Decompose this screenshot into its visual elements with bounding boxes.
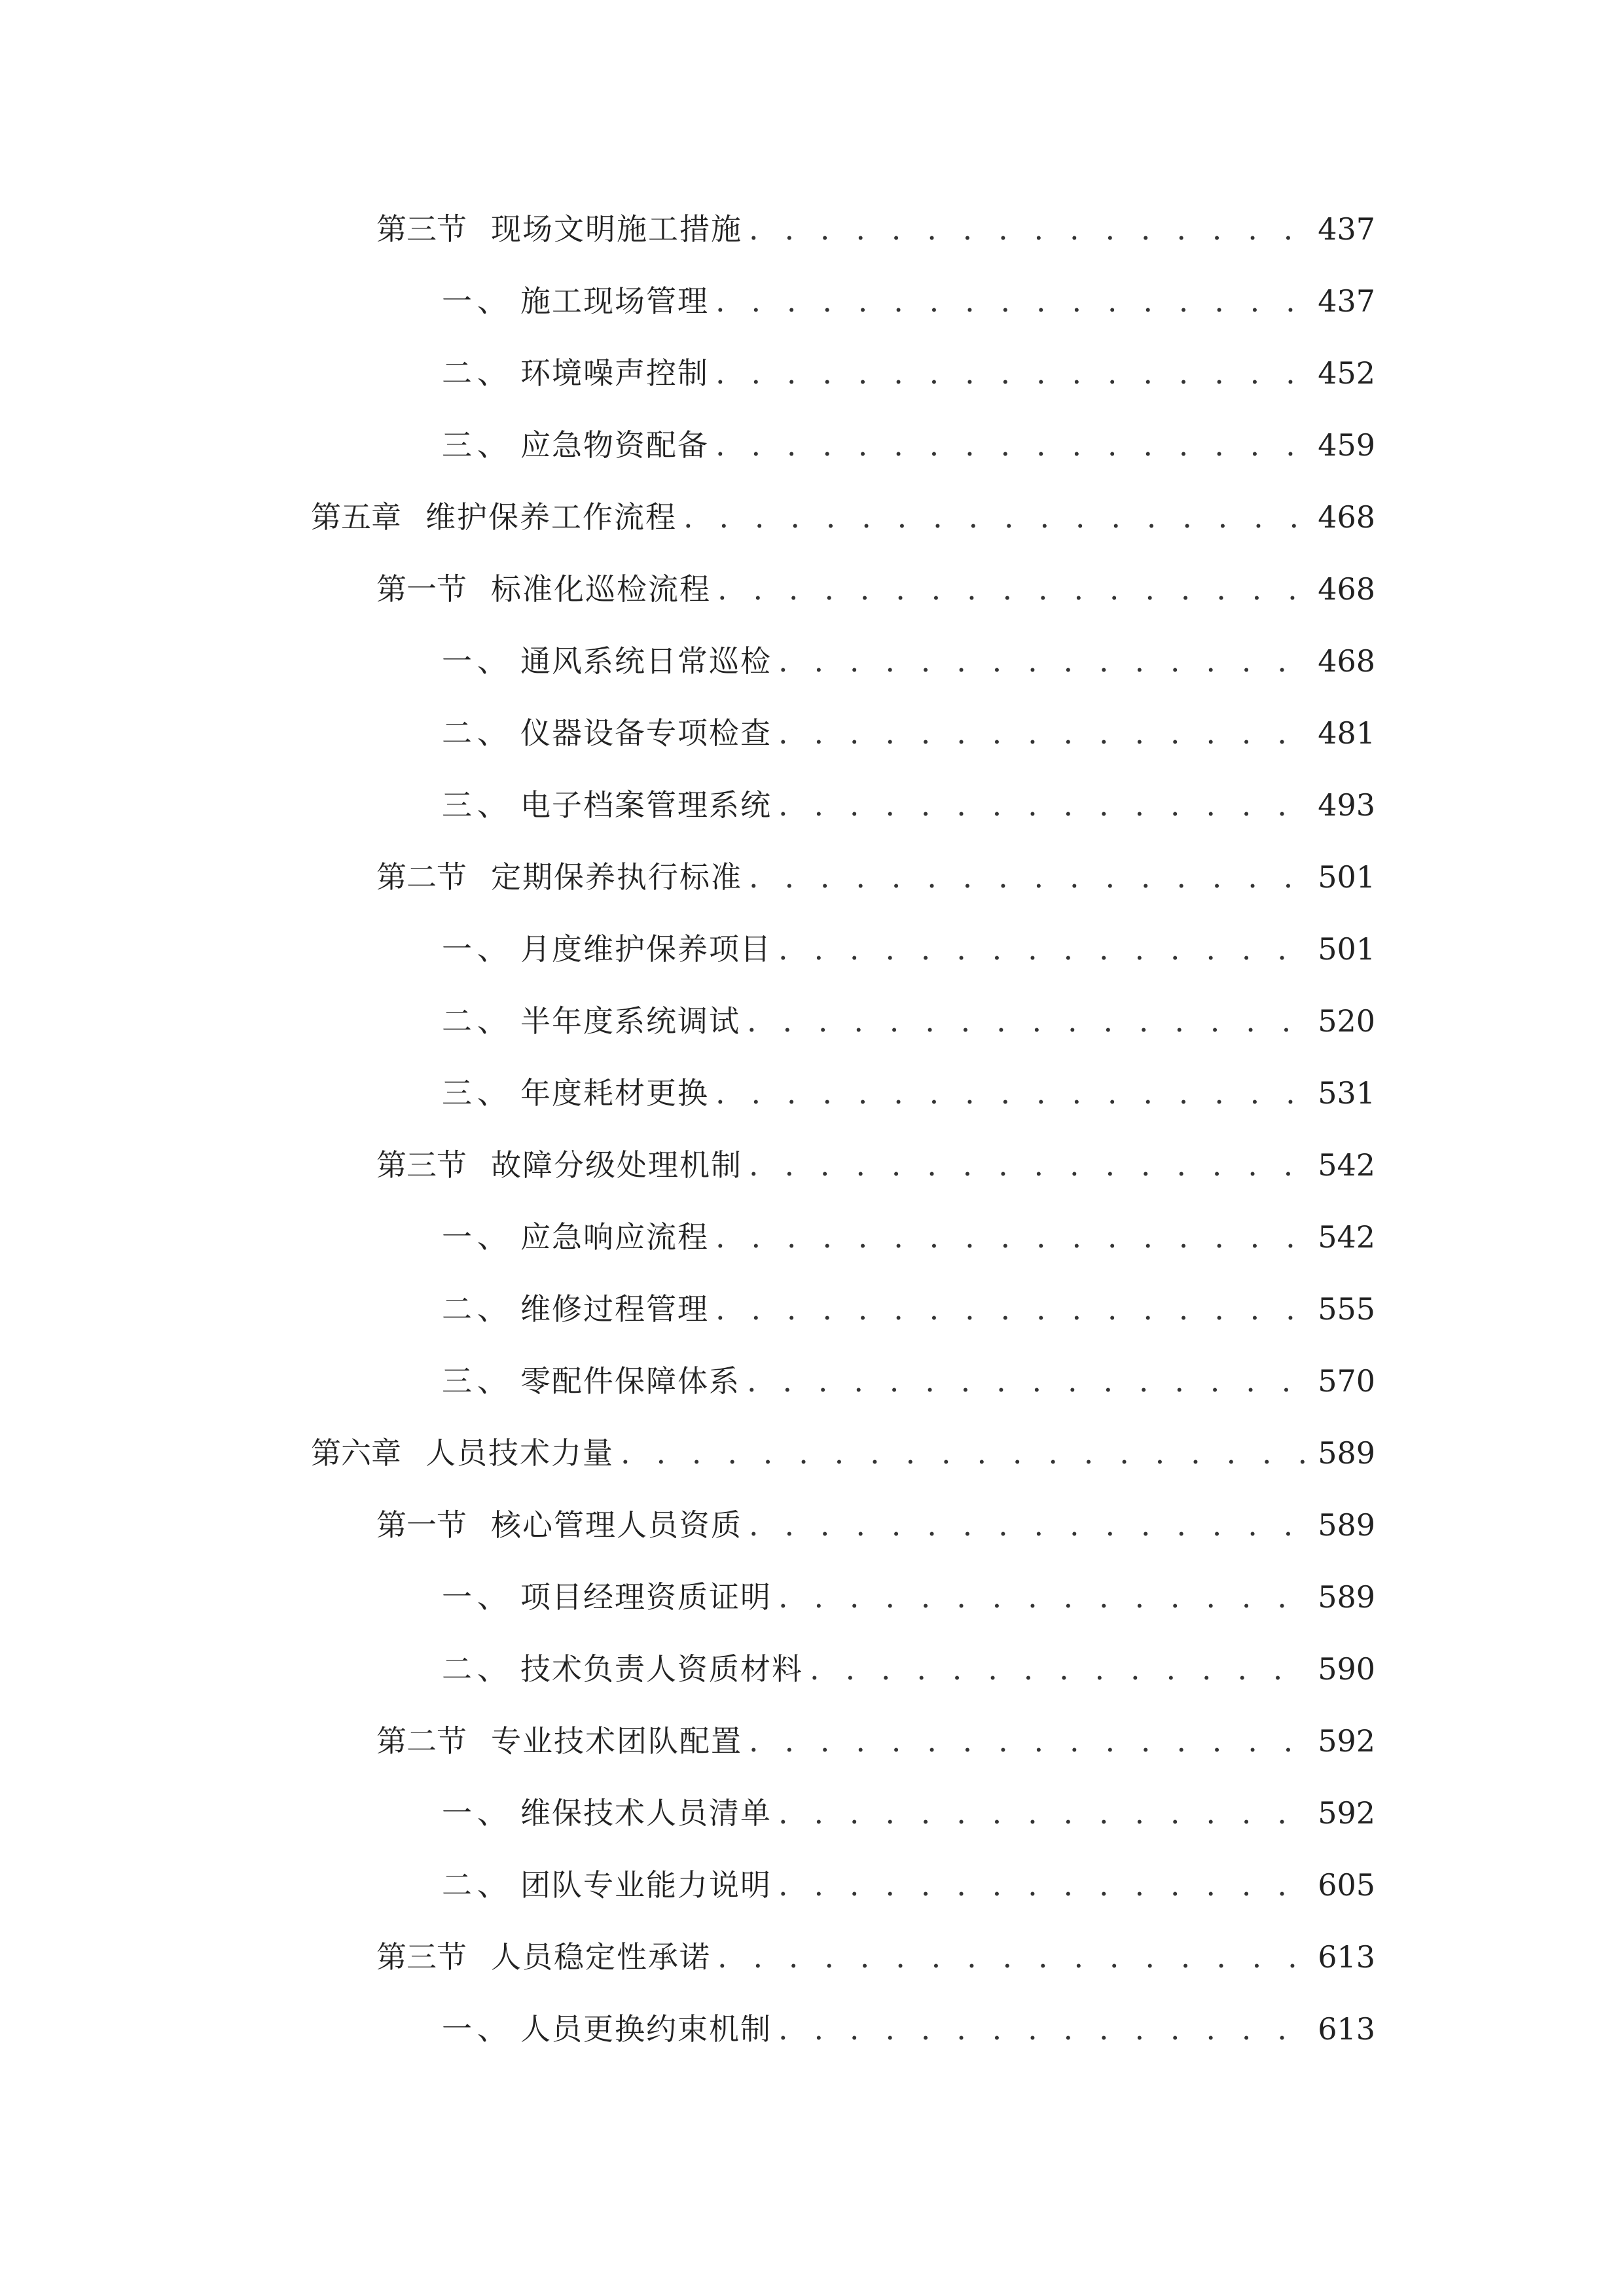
toc-entry-item[interactable] [442,1355,1375,1407]
toc-entry-number: 一、 [442,1579,513,1615]
toc-entry-page-number: 452 [1318,355,1375,391]
toc-entry-title: 现场文明施工措施 [491,211,742,247]
toc-dot-leader [715,1067,1307,1119]
toc-entry-page-number: 589 [1318,1507,1375,1543]
toc-dot-leader [717,563,1307,615]
toc-entry-number: 第一节 [376,571,467,607]
toc-entry-item[interactable] [442,275,1375,327]
toc-entry-number: 三、 [442,1075,513,1111]
toc-entry-chapter[interactable] [311,1427,1375,1479]
toc-entry-number: 一、 [442,1219,513,1255]
toc-entry-section[interactable] [376,563,1375,615]
toc-entry-item[interactable] [442,707,1375,759]
toc-entry-section[interactable] [376,1931,1375,1983]
toc-dot-leader [778,2003,1307,2055]
toc-entry-item[interactable] [442,347,1375,399]
toc-entry-number: 一、 [442,931,513,967]
toc-entry-number: 二、 [442,1003,513,1039]
toc-entry-item[interactable] [442,1211,1375,1263]
toc-dot-leader [717,1931,1307,1983]
toc-entry-title: 环境噪声控制 [520,355,709,391]
toc-entry-title: 维护保养工作流程 [425,499,677,535]
toc-dot-leader [749,1715,1307,1767]
toc-entry-number: 第五章 [311,499,401,535]
toc-entry-item[interactable] [442,1067,1375,1119]
toc-entry-page-number: 468 [1318,571,1375,607]
toc-entry-section[interactable] [376,1139,1375,1191]
toc-dot-leader [715,347,1307,399]
toc-entry-item[interactable] [442,923,1375,975]
toc-entry-item[interactable] [442,1643,1375,1695]
toc-entry-title: 年度耗材更换 [520,1075,709,1111]
toc-entry-number: 一、 [442,2011,513,2047]
toc-entry-number: 二、 [442,1867,513,1903]
toc-entry-page-number: 493 [1318,787,1375,823]
toc-entry-title: 人员稳定性承诺 [491,1939,711,1975]
toc-dot-leader [749,203,1307,255]
toc-entry-page-number: 613 [1318,1939,1375,1975]
toc-dot-leader [683,491,1307,543]
toc-entry-number: 一、 [442,1795,513,1831]
toc-entry-item[interactable] [442,2003,1375,2055]
toc-entry-page-number: 605 [1318,1867,1375,1903]
toc-entry-number: 二、 [442,1291,513,1327]
toc-dot-leader [778,707,1307,759]
toc-dot-leader [715,1211,1307,1263]
toc-dot-leader [621,1427,1307,1479]
toc-entry-title: 半年度系统调试 [520,1003,740,1039]
toc-entry-chapter[interactable] [311,491,1375,543]
toc-entry-page-number: 542 [1318,1219,1375,1255]
toc-entry-number: 三、 [442,787,513,823]
toc-entry-number: 二、 [442,355,513,391]
toc-entry-title: 定期保养执行标准 [491,859,742,895]
toc-dot-leader [810,1643,1307,1695]
toc-entry-title: 人员更换约束机制 [520,2011,772,2047]
toc-entry-page-number: 613 [1318,2011,1375,2047]
toc-entry-title: 标准化巡检流程 [491,571,711,607]
toc-entry-title: 施工现场管理 [520,283,709,319]
toc-entry-title: 月度维护保养项目 [520,931,772,967]
toc-entry-number: 第一节 [376,1507,467,1543]
toc-entry-item[interactable] [442,1787,1375,1839]
toc-entry-title: 维修过程管理 [520,1291,709,1327]
toc-dot-leader [715,1283,1307,1335]
toc-entry-section[interactable] [376,1715,1375,1767]
toc-entry-number: 第二节 [376,1723,467,1759]
toc-entry-title: 故障分级处理机制 [491,1147,742,1183]
toc-entry-page-number: 501 [1318,931,1375,967]
toc-dot-leader [747,1355,1307,1407]
toc-entry-title: 人员技术力量 [425,1435,614,1471]
toc-entry-item[interactable] [442,779,1375,831]
toc-entry-section[interactable] [376,851,1375,903]
toc-entry-item[interactable] [442,1283,1375,1335]
toc-entry-item[interactable] [442,1859,1375,1911]
toc-entry-title: 核心管理人员资质 [491,1507,742,1543]
toc-entry-title: 仪器设备专项检查 [520,715,772,751]
toc-dot-leader [747,995,1307,1047]
toc-entry-page-number: 592 [1318,1723,1375,1759]
toc-entry-title: 技术负责人资质材料 [520,1651,803,1687]
toc-entry-page-number: 531 [1318,1075,1375,1111]
toc-dot-leader [715,275,1307,327]
toc-entry-title: 专业技术团队配置 [491,1723,742,1759]
toc-entry-number: 第三节 [376,1147,467,1183]
toc-entry-item[interactable] [442,635,1375,687]
toc-entry-item[interactable] [442,995,1375,1047]
toc-entry-page-number: 570 [1318,1363,1375,1399]
toc-entry-number: 第三节 [376,1939,467,1975]
toc-entry-page-number: 468 [1318,499,1375,535]
toc-entry-title: 项目经理资质证明 [520,1579,772,1615]
toc-dot-leader [778,923,1307,975]
toc-entry-item[interactable] [442,419,1375,471]
toc-entry-item[interactable] [442,1571,1375,1623]
toc-entry-number: 第二节 [376,859,467,895]
toc-dot-leader [749,851,1307,903]
toc-entry-number: 一、 [442,283,513,319]
toc-entry-page-number: 501 [1318,859,1375,895]
toc-entry-page-number: 592 [1318,1795,1375,1831]
toc-entry-title: 维保技术人员清单 [520,1795,772,1831]
toc-entry-title: 团队专业能力说明 [520,1867,772,1903]
toc-entry-title: 通风系统日常巡检 [520,643,772,679]
toc-dot-leader [749,1499,1307,1551]
toc-entry-page-number: 481 [1318,715,1375,751]
toc-dot-leader [778,1787,1307,1839]
toc-entry-number: 一、 [442,643,513,679]
toc-entry-number: 三、 [442,427,513,463]
toc-dot-leader [778,1571,1307,1623]
toc-entry-title: 应急响应流程 [520,1219,709,1255]
toc-entry-section[interactable] [376,203,1375,255]
toc-entry-number: 二、 [442,1651,513,1687]
toc-entry-page-number: 459 [1318,427,1375,463]
toc-dot-leader [778,1859,1307,1911]
toc-entry-title: 零配件保障体系 [520,1363,740,1399]
toc-dot-leader [778,779,1307,831]
toc-entry-page-number: 437 [1318,283,1375,319]
toc-entry-page-number: 555 [1318,1291,1375,1327]
toc-entry-number: 三、 [442,1363,513,1399]
toc-entry-number: 二、 [442,715,513,751]
toc-entry-title: 电子档案管理系统 [520,787,772,823]
toc-entry-page-number: 589 [1318,1435,1375,1471]
toc-dot-leader [778,635,1307,687]
toc-dot-leader [715,419,1307,471]
toc-entry-page-number: 468 [1318,643,1375,679]
toc-dot-leader [749,1139,1307,1191]
toc-entry-page-number: 520 [1318,1003,1375,1039]
toc-entry-page-number: 437 [1318,211,1375,247]
toc-entry-page-number: 589 [1318,1579,1375,1615]
toc-entry-page-number: 590 [1318,1651,1375,1687]
toc-entry-section[interactable] [376,1499,1375,1551]
toc-entry-page-number: 542 [1318,1147,1375,1183]
toc-entry-number: 第六章 [311,1435,401,1471]
toc-entry-title: 应急物资配备 [520,427,709,463]
toc-entry-number: 第三节 [376,211,467,247]
